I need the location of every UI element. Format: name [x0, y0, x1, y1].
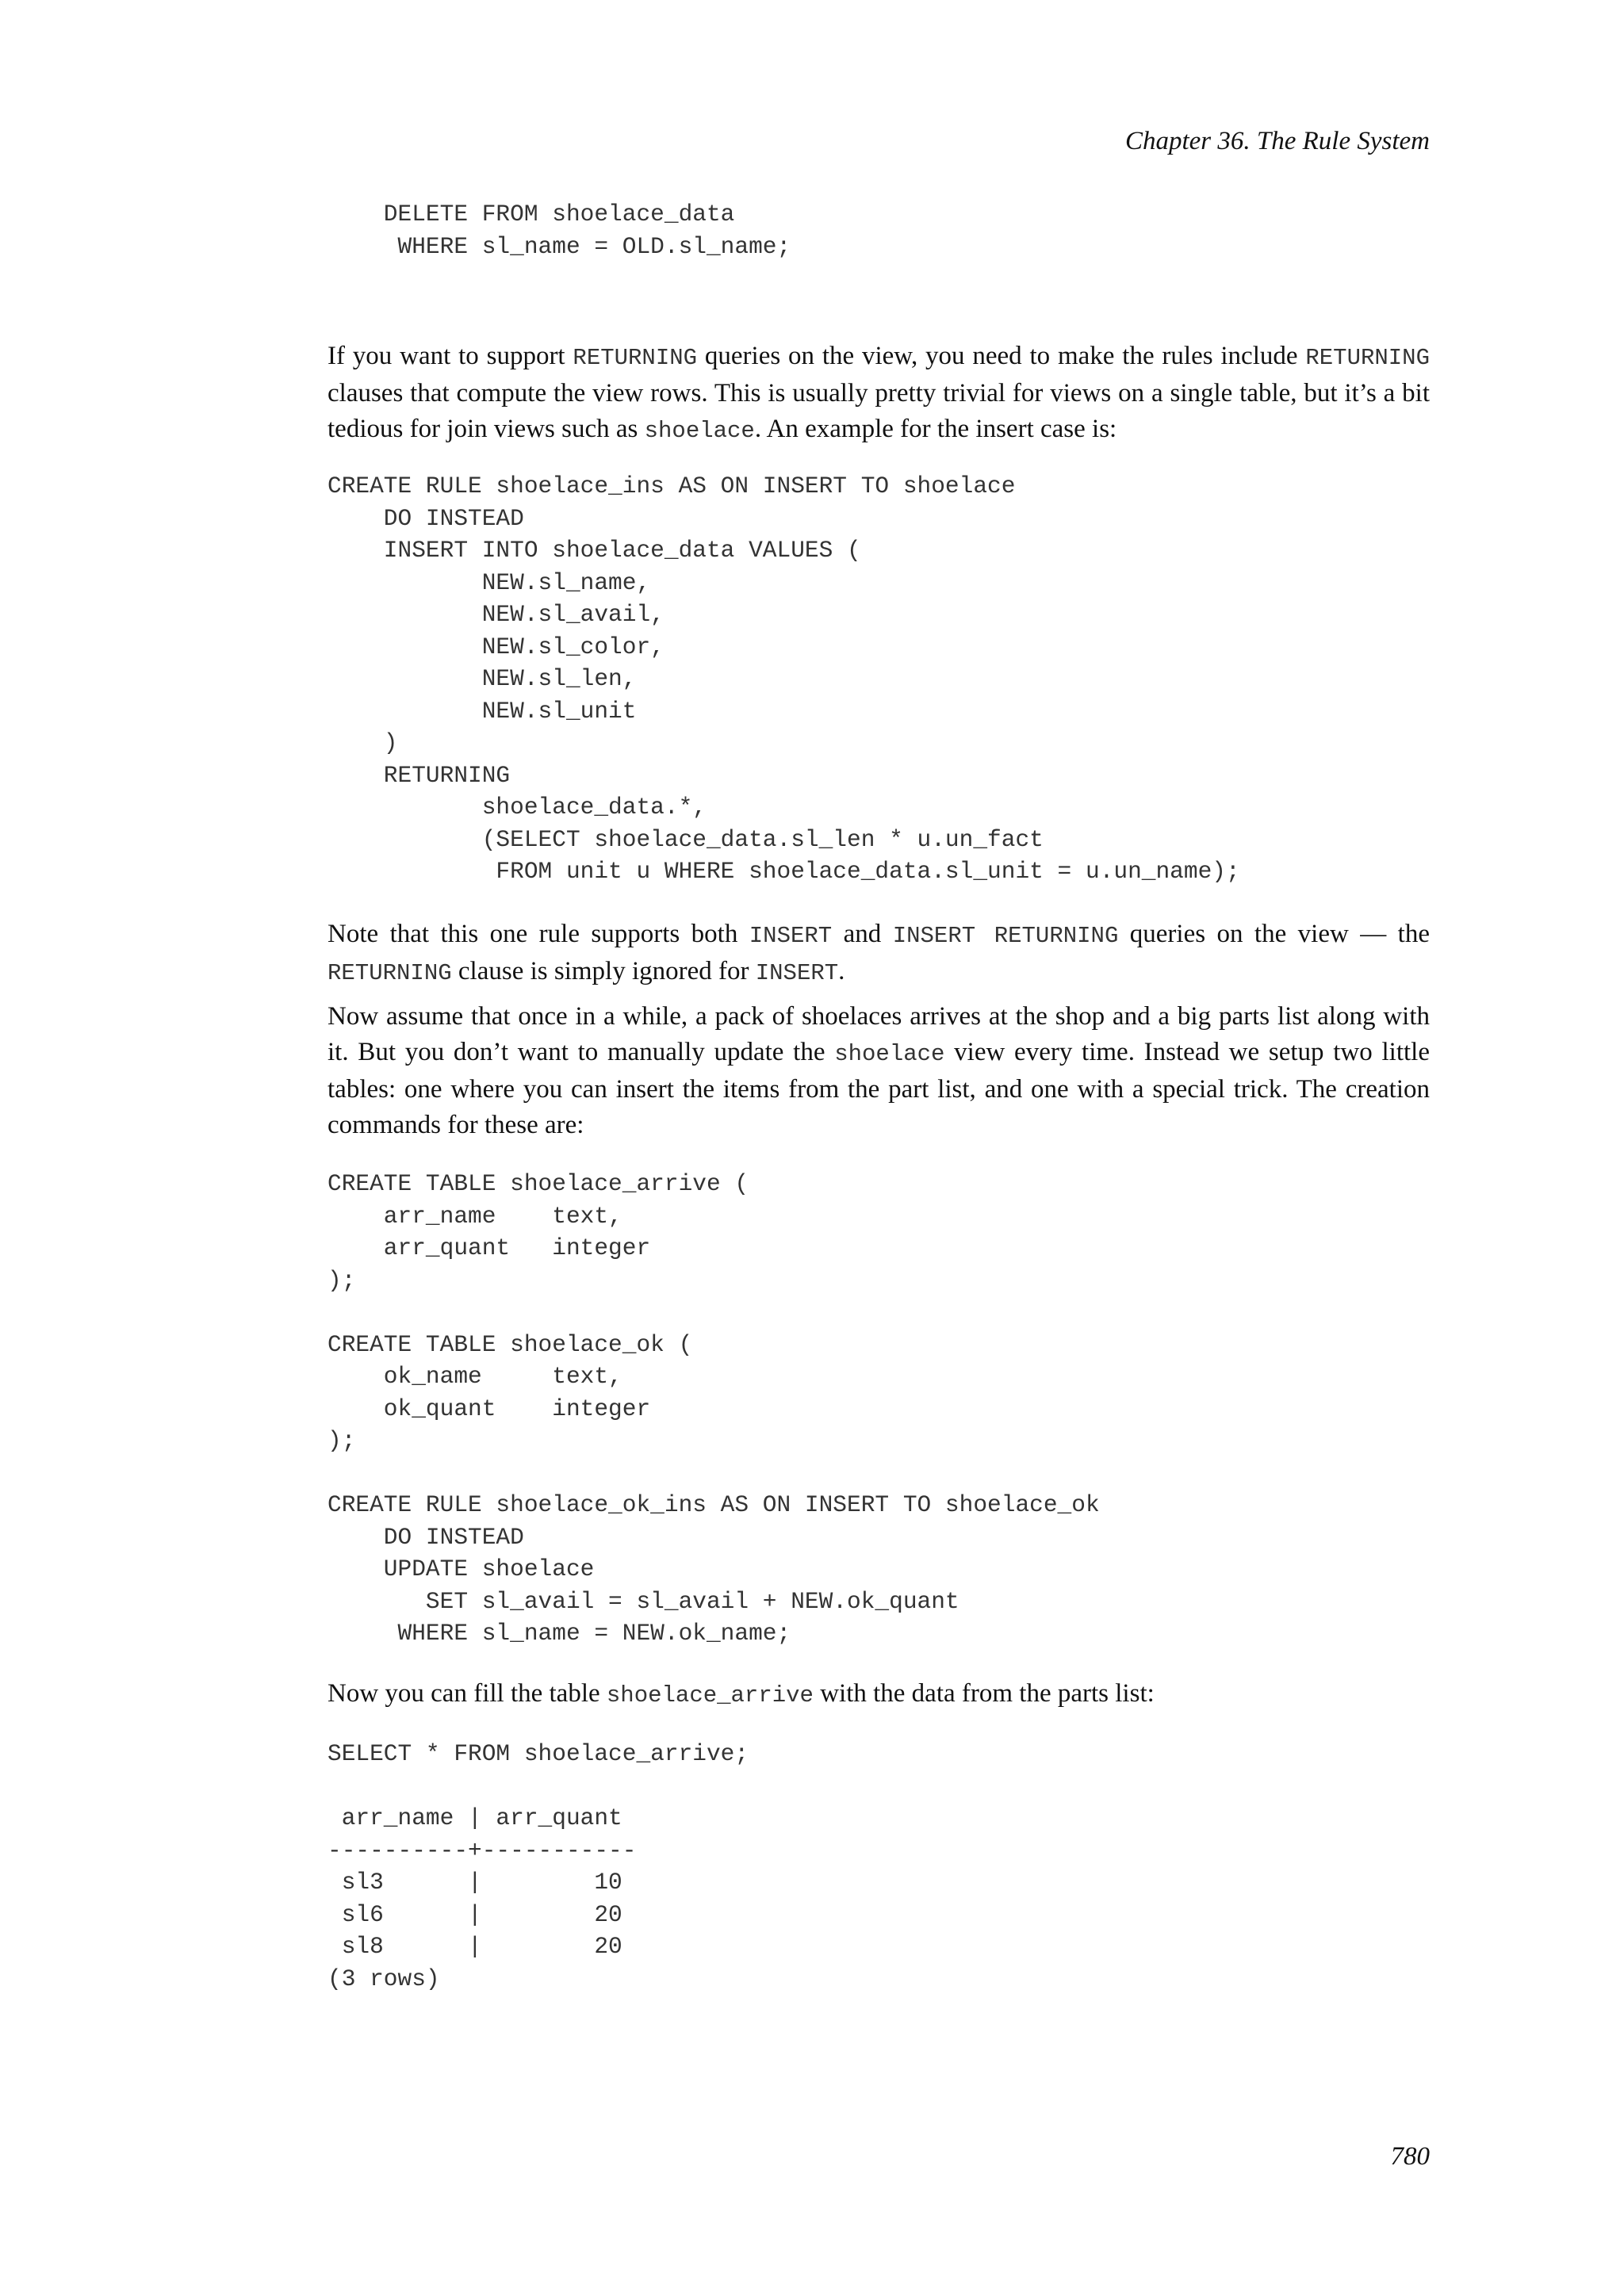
inline-code: RETURNING	[327, 960, 452, 986]
inline-code: shoelace	[644, 418, 755, 444]
inline-code: RETURNING	[573, 345, 698, 371]
inline-code: INSERT	[755, 960, 839, 986]
paragraph-returning: If you want to support RETURNING queries on the view, you need to make the rules include RETURNING clauses that compute the view rows. This is usually pretty trivial for views on a single table, but it’s a bit tedious for join views such as shoelace. An example for the insert case is:	[327, 342, 1430, 444]
code-block-insert-rule	[327, 470, 1430, 888]
running-header: Chapter 36. The Rule System	[1124, 127, 1430, 155]
code-block-delete	[327, 198, 1430, 262]
code-block-select-output	[327, 1738, 1430, 1995]
code-select-output: SELECT * FROM shoelace_arrive; arr_name | arr_quant ----------+----------- sl3 | 10 sl6 | 20 sl8 | 20 (3 rows)	[327, 1740, 749, 1992]
inline-code: shoelace_arrive	[606, 1682, 814, 1709]
inline-code: INSERT RETURNING	[892, 923, 1119, 949]
page-number: 780	[1390, 2142, 1430, 2171]
code-insert-rule: CREATE RULE shoelace_ins AS ON INSERT TO shoelace DO INSTEAD INSERT INTO shoelace_data VALUES ( NEW.sl_name, NEW.sl_avail, NEW.sl_color, NEW.sl_len, NEW.sl_unit ) RETURNING shoelace_data.*, (SELECT shoelace_data.sl_len * u.un_fact FROM unit u WHERE shoelace_data.sl_unit = u.un_name);	[327, 473, 1240, 885]
code-create-tables: CREATE TABLE shoelace_arrive ( arr_name text, arr_quant integer ); CREATE TABLE shoelace_ok ( ok_name text, ok_quant integer ); CREATE RULE shoelace_ok_ins AS ON INSERT TO shoelace_ok DO INSTEAD UPDATE shoelace SET sl_avail = sl_avail + NEW.ok_quant WHERE sl_name = NEW.ok_name;	[327, 1170, 1100, 1647]
inline-code: shoelace	[834, 1041, 945, 1067]
paragraph-note: Note that this one rule supports both INSERT and INSERT RETURNING queries on the view — the RETURNING clause is simply ignored for INSERT.	[327, 920, 1430, 986]
code-block-create-tables	[327, 1168, 1430, 1650]
code-delete: DELETE FROM shoelace_data WHERE sl_name = OLD.sl_name;	[383, 201, 791, 260]
paragraph-fill-table: Now you can fill the table shoelace_arrive with the data from the parts list:	[327, 1679, 1155, 1709]
inline-code: RETURNING	[1305, 345, 1430, 371]
inline-code: INSERT	[749, 923, 833, 949]
paragraph-shoelaces-arrive: Now assume that once in a while, a pack of shoelaces arrives at the shop and a big parts list along with it. But you don’t want to manually update the shoelace view every time. Instead we setup two little tables: one where you can insert the items from the part list, and one with a special trick. The creation commands for these are:	[327, 1002, 1430, 1139]
